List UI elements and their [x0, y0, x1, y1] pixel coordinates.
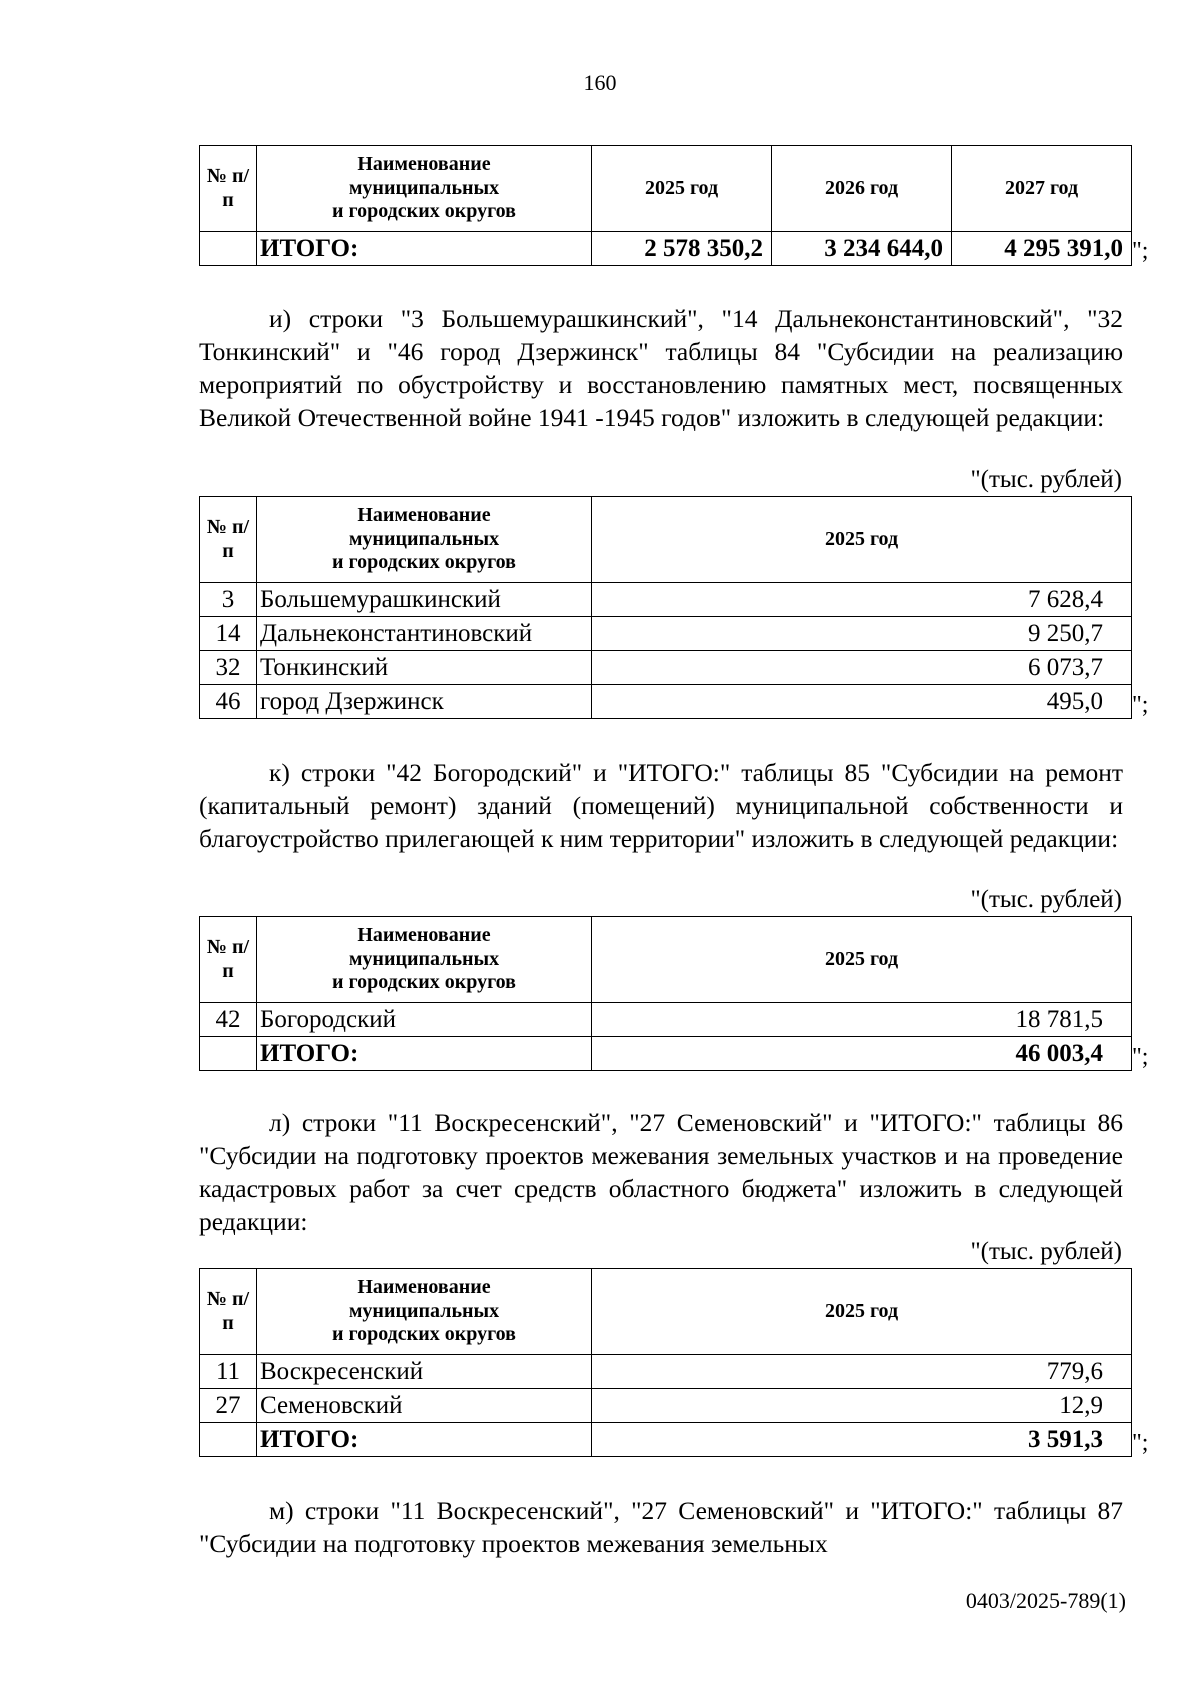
- header-name-line: муниципальных: [348, 1299, 500, 1322]
- closing-mark: ";: [1132, 238, 1149, 264]
- row-num: 14: [200, 617, 257, 651]
- paragraph-i: [199, 302, 1123, 434]
- row-value: 12,9: [592, 1389, 1132, 1423]
- header-name-line: муниципальных: [348, 947, 500, 970]
- total-value: 46 003,4: [592, 1037, 1132, 1071]
- total-label: ИТОГО:: [257, 1423, 592, 1457]
- total-2027: 4 295 391,0: [952, 232, 1132, 266]
- table-totals-2025-2027: [199, 145, 1132, 266]
- empty-cell: [200, 1037, 257, 1071]
- header-2025: 2025 год: [592, 1269, 1132, 1355]
- row-name: Большемурашкинский: [257, 583, 592, 617]
- paragraph-l: [199, 1106, 1123, 1238]
- row-num: 32: [200, 651, 257, 685]
- row-value: 9 250,7: [592, 617, 1132, 651]
- row-name: Семеновский: [257, 1389, 592, 1423]
- row-num: 27: [200, 1389, 257, 1423]
- total-2025: 2 578 350,2: [592, 232, 772, 266]
- header-num: № п/п: [200, 497, 257, 583]
- header-name-line: Наименование: [357, 153, 491, 176]
- row-value: 779,6: [592, 1355, 1132, 1389]
- row-num: 46: [200, 685, 257, 719]
- row-value: 6 073,7: [592, 651, 1132, 685]
- table-row: [200, 583, 1132, 617]
- paragraph-m-text: м) строки "11 Воскресенский", "27 Семеновский" и "ИТОГО:" таблицы 87 "Субсидии на подготовку проектов межевания земельных: [199, 1496, 1123, 1558]
- table-row: [200, 1003, 1132, 1037]
- closing-mark: ";: [1132, 692, 1149, 718]
- header-2025: 2025 год: [592, 917, 1132, 1003]
- empty-cell: [200, 232, 257, 266]
- row-name: Дальнеконстантиновский: [257, 617, 592, 651]
- row-name: Воскресенский: [257, 1355, 592, 1389]
- table-84: [199, 496, 1132, 719]
- header-name-line: Наименование: [357, 924, 491, 947]
- row-name: город Дзержинск: [257, 685, 592, 719]
- table-row: [200, 617, 1132, 651]
- footer-document-code: 0403/2025-789(1): [965, 1588, 1126, 1613]
- header-name-line: и городских округов: [332, 200, 516, 223]
- header-2025: 2025 год: [592, 497, 1132, 583]
- header-name-line: Наименование: [357, 504, 491, 527]
- closing-mark: ";: [1132, 1430, 1149, 1456]
- table-header-row: [200, 146, 1132, 232]
- table-header-row: [200, 497, 1132, 583]
- table-row: [200, 685, 1132, 719]
- total-row: [200, 1423, 1132, 1457]
- header-name: [257, 497, 592, 583]
- row-num: 11: [200, 1355, 257, 1389]
- row-value: 18 781,5: [592, 1003, 1132, 1037]
- row-name: Богородский: [257, 1003, 592, 1037]
- header-name-line: муниципальных: [348, 527, 500, 550]
- header-name: [257, 1269, 592, 1355]
- total-label: ИТОГО:: [257, 232, 592, 266]
- paragraph-i-text: и) строки "3 Большемурашкинский", "14 Дальнеконстантиновский", "32 Тонкинский" и "46 город Дзержинск" таблицы 84 "Субсидии на реализацию мероприятий по обустройству и восстановлению памятных мест, посвященных Великой Отечественной войне 1941 -1945 годов" изложить в следующей редакции:: [199, 304, 1123, 432]
- paragraph-l-text: л) строки "11 Воскресенский", "27 Семеновский" и "ИТОГО:" таблицы 86 "Субсидии на подготовку проектов межевания земельных участков и на проведение кадастровых работ за счет средств областного бюджета" изложить в следующей редакции:: [199, 1108, 1123, 1236]
- header-num: № п/п: [200, 917, 257, 1003]
- page-number: 160: [583, 70, 617, 95]
- header-name-line: и городских округов: [332, 971, 516, 994]
- header-name-line: и городских округов: [332, 551, 516, 574]
- header-name-line: и городских округов: [332, 1323, 516, 1346]
- paragraph-m: [199, 1494, 1123, 1560]
- units-label: "(тыс. рублей): [970, 1238, 1122, 1265]
- row-num: 3: [200, 583, 257, 617]
- units-label: "(тыс. рублей): [970, 886, 1122, 913]
- header-name-line: муниципальных: [348, 176, 500, 199]
- total-2026: 3 234 644,0: [772, 232, 952, 266]
- table-header-row: [200, 917, 1132, 1003]
- paragraph-k: [199, 756, 1123, 855]
- header-num: № п/п: [200, 146, 257, 232]
- table-row: [200, 1355, 1132, 1389]
- header-2025: 2025 год: [592, 146, 772, 232]
- header-name: [257, 917, 592, 1003]
- header-2027: 2027 год: [952, 146, 1132, 232]
- row-name: Тонкинский: [257, 651, 592, 685]
- paragraph-k-text: к) строки "42 Богородский" и "ИТОГО:" таблицы 85 "Субсидии на ремонт (капитальный ремонт) зданий (помещений) муниципальной собственности и благоустройство прилегающей к ним территории" изложить в следующей редакции:: [199, 758, 1123, 853]
- row-value: 7 628,4: [592, 583, 1132, 617]
- header-num: № п/п: [200, 1269, 257, 1355]
- total-value: 3 591,3: [592, 1423, 1132, 1457]
- header-name-line: Наименование: [357, 1276, 491, 1299]
- closing-mark: ";: [1132, 1044, 1149, 1070]
- table-header-row: [200, 1269, 1132, 1355]
- total-row: [200, 1037, 1132, 1071]
- row-value: 495,0: [592, 685, 1132, 719]
- header-2026: 2026 год: [772, 146, 952, 232]
- header-name: [257, 146, 592, 232]
- table-85: [199, 916, 1132, 1071]
- row-num: 42: [200, 1003, 257, 1037]
- table-row: [200, 651, 1132, 685]
- table-86: [199, 1268, 1132, 1457]
- table-row: [200, 1389, 1132, 1423]
- total-label: ИТОГО:: [257, 1037, 592, 1071]
- empty-cell: [200, 1423, 257, 1457]
- total-row: [200, 232, 1132, 266]
- units-label: "(тыс. рублей): [970, 466, 1122, 493]
